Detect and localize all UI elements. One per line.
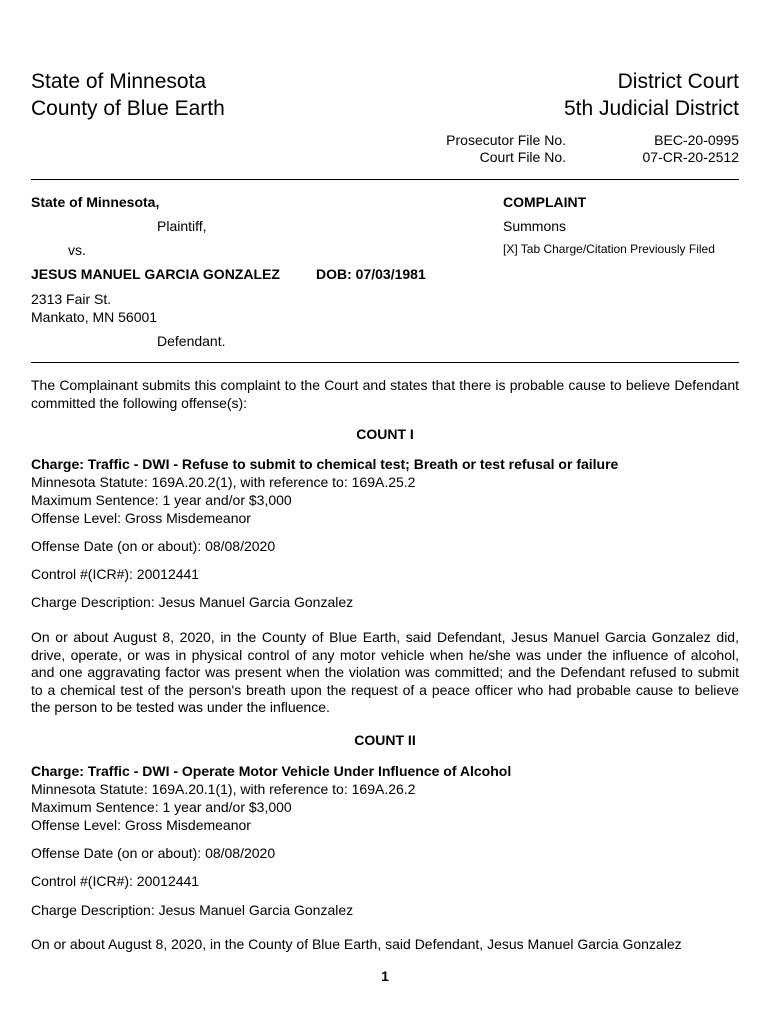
statute-line: Minnesota Statute: 169A.20.2(1), with reference to: 169A.25.2	[31, 474, 416, 490]
plaintiff-name: State of Minnesota,	[31, 194, 160, 210]
defendant-dob: DOB: 07/03/1981	[316, 266, 426, 282]
court-file-label: Court File No.	[479, 149, 566, 165]
offense-date-line: Offense Date (on or about): 08/08/2020	[31, 538, 276, 554]
court-heading: District Court	[617, 70, 739, 93]
control-number-line: Control #(ICR#): 20012441	[31, 566, 200, 582]
offense-level-line: Offense Level: Gross Misdemeanor	[31, 817, 251, 833]
district-heading: 5th Judicial District	[563, 97, 739, 120]
caption-divider	[31, 362, 739, 363]
control-number-line: Control #(ICR#): 20012441	[31, 873, 200, 889]
address-line2: Mankato, MN 56001	[31, 309, 158, 325]
versus-label: vs.	[68, 242, 86, 258]
address-line1: 2313 Fair St.	[31, 291, 112, 307]
court-file-value: 07-CR-20-2512	[642, 149, 739, 165]
max-sentence-line: Maximum Sentence: 1 year and/or $3,000	[31, 799, 292, 815]
state-heading: State of Minnesota	[31, 70, 207, 93]
defendant-name: JESUS MANUEL GARCIA GONZALEZ	[31, 266, 280, 282]
intro-paragraph: The Complainant submits this complaint to the Court and states that there is probable cause to believe Defendant committed the following offense(s):	[31, 377, 739, 411]
document-type: COMPLAINT	[503, 194, 587, 210]
tab-charge-label: [X] Tab Charge/Citation Previously Filed	[503, 242, 715, 256]
charge-title: Charge: Traffic - DWI - Operate Motor Vehicle Under Influence of Alcohol	[31, 763, 512, 779]
header-divider	[31, 179, 739, 180]
count-narrative: On or about August 8, 2020, in the County of Blue Earth, said Defendant, Jesus Manuel Garcia Gonzalez	[31, 936, 682, 952]
charge-description-line: Charge Description: Jesus Manuel Garcia Gonzalez	[31, 902, 354, 918]
page-number: 1	[381, 968, 389, 984]
offense-date-line: Offense Date (on or about): 08/08/2020	[31, 845, 276, 861]
max-sentence-line: Maximum Sentence: 1 year and/or $3,000	[31, 492, 292, 508]
plaintiff-role: Plaintiff,	[157, 218, 207, 234]
prosecutor-file-label: Prosecutor File No.	[446, 132, 566, 148]
defendant-role: Defendant.	[157, 333, 226, 349]
count-narrative: On or about August 8, 2020, in the County of Blue Earth, said Defendant, Jesus Manuel Garcia Gonzalez did, drive, operate, or was in physical control of any motor vehicle when he/she was under the influence of alcohol, and one aggravating factor was present when the violation was committed; and the Defendant refused to submit to a chemical test of the person's breath upon the request of a peace officer who had probable cause to believe the person to be tested was under the influence.	[31, 629, 739, 716]
prosecutor-file-value: BEC-20-0995	[654, 132, 739, 148]
statute-line: Minnesota Statute: 169A.20.1(1), with reference to: 169A.26.2	[31, 781, 416, 797]
count-heading: COUNT I	[356, 426, 414, 442]
charge-title: Charge: Traffic - DWI - Refuse to submit to chemical test; Breath or test refusal or failure	[31, 456, 619, 472]
county-heading: County of Blue Earth	[31, 97, 225, 120]
count-heading: COUNT II	[354, 732, 416, 748]
offense-level-line: Offense Level: Gross Misdemeanor	[31, 510, 251, 526]
charge-description-line: Charge Description: Jesus Manuel Garcia Gonzalez	[31, 594, 354, 610]
summons-label: Summons	[503, 218, 567, 234]
